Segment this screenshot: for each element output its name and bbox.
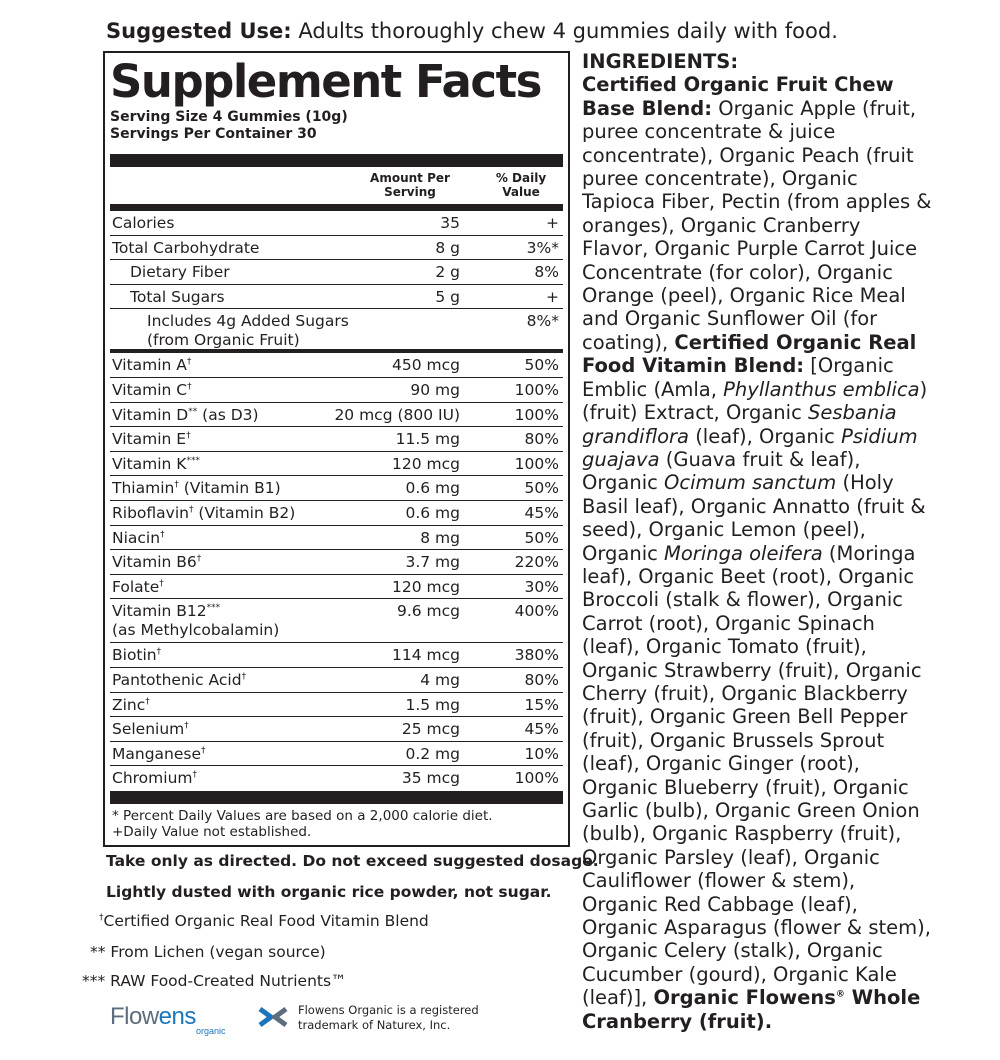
panel-title: Supplement Facts — [110, 55, 541, 108]
nutrient-row — [110, 575, 563, 600]
nutrient-name — [112, 696, 150, 715]
nutrient-name-text: Biotin — [112, 646, 157, 665]
footnote-mark: † — [186, 431, 191, 441]
nutrient-daily-value: 50% — [524, 479, 559, 498]
nutrient-daily-value: 45% — [524, 503, 559, 522]
warning-dosage: Take only as directed. Do not exceed suggested dosage. — [106, 852, 599, 870]
nutrient-name — [112, 430, 191, 449]
nutrient-row — [110, 353, 563, 378]
nutrient-row — [110, 260, 563, 285]
footnote-mark: † — [156, 647, 162, 658]
nutrient-amount: 9.6 mcg — [396, 602, 460, 621]
nutrient-name — [112, 381, 192, 400]
logo-word-b: ens — [158, 1003, 196, 1030]
nutrient-name-text: Total Carbohydrate — [112, 238, 260, 257]
nutrient-row — [110, 717, 563, 742]
suggested-use-label: Suggested Use: — [106, 19, 292, 43]
nutrient-row — [110, 378, 563, 403]
flowens-logo — [110, 1003, 290, 1037]
nutrient-daily-value: 15% — [524, 695, 559, 714]
nutrient-amount: 4 mg — [420, 670, 460, 689]
servings-per-container: Servings Per Container 30 — [110, 126, 317, 142]
nutrient-amount: 0.6 mg — [405, 503, 460, 522]
divider-bar — [110, 154, 563, 167]
nutrient-name — [130, 263, 230, 282]
nutrient-daily-value: 100% — [514, 405, 559, 424]
nutrient-amount: 35 — [440, 214, 460, 232]
divider-bar-bottom — [110, 791, 563, 804]
nutrient-name — [112, 745, 206, 764]
nutrient-daily-value: 10% — [524, 744, 559, 763]
nutrient-row — [110, 452, 563, 477]
nutrient-daily-value: 50% — [524, 528, 559, 547]
logo-subtitle: organic — [196, 1026, 226, 1036]
nutrient-amount: 450 mcg — [392, 356, 460, 375]
nutrient-name-suffix: (as D3) — [197, 405, 259, 424]
nutrient-name — [112, 504, 295, 523]
nutrient-name-text: Thiamin — [112, 479, 175, 498]
nutrient-row — [110, 427, 563, 452]
nutrient-amount: 20 mcg (800 IU) — [334, 405, 460, 424]
nutrient-name — [112, 356, 191, 375]
nutrient-row — [110, 742, 563, 767]
footnote-mark: † — [192, 770, 197, 781]
nutrient-name-text: Folate — [112, 577, 160, 596]
nutrient-name-suffix: (Vitamin B1) — [178, 479, 281, 498]
nutrient-daily-value: 8%* — [526, 312, 559, 331]
nutrient-name — [147, 312, 349, 350]
nutrient-name-text: Calories — [112, 214, 175, 232]
nutrient-name — [112, 646, 161, 665]
logo-word-a: Flow — [110, 1003, 159, 1030]
supplement-facts-panel — [103, 51, 570, 847]
nutrient-name — [112, 671, 246, 690]
nutrient-name-text: Includes 4g Added Sugars — [147, 312, 349, 331]
blend1-name: Certified Organic Fruit Chew Base Blend: — [582, 73, 894, 120]
nutrient-name — [112, 578, 164, 597]
nutrient-name — [112, 455, 200, 474]
nutrient-name-text: Vitamin B12 — [112, 602, 207, 621]
nutrient-amount: 3.7 mg — [405, 553, 460, 572]
nutrient-name-text: Manganese — [112, 744, 202, 763]
nutrient-row — [110, 550, 563, 575]
nutrient-daily-value: 220% — [514, 553, 559, 572]
nutrient-name-text: Total Sugars — [130, 287, 225, 306]
blend2-text-d: (Guava fruit & leaf), Organic — [582, 447, 861, 495]
nutrient-row — [110, 236, 563, 261]
nutrient-amount: 114 mcg — [392, 646, 460, 665]
legend-double: ** From Lichen (vegan source) — [90, 943, 326, 961]
serving-size: Serving Size 4 Gummies (10g) — [110, 109, 348, 125]
nutrient-name-line2: (as Methylcobalamin) — [112, 621, 280, 640]
nutrient-name-text: Pantothenic Acid — [112, 670, 242, 689]
footnote-mark: † — [174, 480, 179, 491]
footnote-mark: † — [196, 553, 202, 564]
nutrient-name — [112, 214, 174, 233]
blend2-name: Certified Organic Real Food Vitamin Blend: — [582, 330, 917, 378]
nutrient-amount: 120 mcg — [392, 454, 460, 473]
ingredients-text — [582, 50, 932, 1033]
nutrient-daily-value: 400% — [514, 602, 559, 621]
nutrient-row — [110, 285, 563, 310]
suggested-use — [106, 16, 986, 46]
nutrient-amount: 25 mcg — [401, 720, 460, 739]
nutrient-amount: 0.6 mg — [405, 479, 460, 498]
nutrient-amount: 35 mcg — [401, 769, 460, 788]
blend3-tail: Whole Cranberry (fruit). — [582, 986, 921, 1033]
nutrient-row — [110, 526, 563, 551]
nutrient-daily-value: + — [546, 214, 559, 232]
nutrient-daily-value: 30% — [524, 577, 559, 596]
nutrient-amount: 8 mg — [420, 528, 460, 547]
blend2-latin-c: Psidium guajava — [582, 424, 918, 471]
trademark-line-1: Flowens Organic is a registered — [298, 1003, 479, 1017]
nutrient-amount: 1.5 mg — [405, 695, 460, 714]
footnote-mark: † — [145, 696, 150, 707]
blend2-text-f: (Moringa leaf), Organic Beet (root), Organic Broccoli (stalk & flower), Organic Carrot (root), Organic Spinach (leaf), Organic Tomato (fruit), Organic Strawberry (fruit), Organic Cherry (fruit), Organic Blackberry (fruit), Organic Green Bell Pepper (fruit), Organic Brussels Sprout (leaf), Organic Ginger (root), Organic Blueberry (fruit), Organic Garlic (bulb), Organic Green Onion (bulb), Organic Raspberry (fruit), Organic Parsley (leaf), Organic Cauliflower (flower & stem), Organic Red Cabbage (leaf), Organic Asparagus (flower & stem), Organic Celery (stalk), Organic Cucumber (gourd), Organic Kale (leaf)], — [582, 541, 931, 1010]
nutrient-name-text: Riboflavin — [112, 503, 189, 522]
blend2-text-a: [Organic Emblic (Amla, — [582, 354, 894, 401]
nutrient-name-text: Vitamin E — [112, 430, 187, 449]
dagger-mark: † — [99, 912, 104, 923]
nutrient-row — [110, 211, 563, 236]
nutrient-daily-value: 80% — [524, 430, 559, 449]
nutrient-name-text: Niacin — [112, 528, 161, 547]
nutrient-daily-value: 8% — [534, 263, 559, 282]
nutrient-row — [110, 403, 563, 428]
suggested-use-text: Adults thoroughly chew 4 gummies daily with food. — [291, 19, 838, 43]
legend-dagger-text: Certified Organic Real Food Vitamin Blend — [103, 912, 429, 930]
nutrient-name — [112, 406, 259, 425]
footnote-mark: † — [159, 578, 164, 589]
nutrient-amount: 2 g — [435, 263, 460, 282]
nutrient-row — [110, 668, 563, 693]
blend2-latin-d: Ocimum sanctum — [664, 471, 837, 495]
footnote-mark: *** — [186, 455, 200, 466]
nutrient-amount: 11.5 mg — [395, 430, 460, 449]
nutrient-amount: 90 mg — [410, 380, 460, 399]
nutrient-row — [110, 643, 563, 668]
footnote-mark: ** — [188, 406, 198, 417]
nutrient-name — [112, 553, 201, 572]
footnote-mark: *** — [206, 603, 221, 614]
nutrient-name — [112, 479, 281, 498]
blend2-text-b: ) (fruit) Extract, Organic — [582, 377, 928, 425]
nutrient-row — [110, 693, 563, 718]
logo-wordmark — [110, 1003, 196, 1031]
nutrient-name-text: Vitamin A — [112, 356, 187, 375]
col-amount-header: Amount Per Serving — [370, 171, 450, 199]
nutrient-row — [110, 501, 563, 526]
nutrient-daily-value: 100% — [514, 454, 559, 473]
blend1-text: Organic Apple (fruit, puree concentrate & juice concentrate), Organic Peach (fruit puree concentrate), Organic Tapioca Fiber, Pectin (from apples & oranges), Organic Cranberry Flavor, Organic Purple Carrot Juice Concentrate (for color), Organic Orange (peel), Organic Rice Meal and Organic Sunflower Oil (for coating), — [582, 96, 932, 354]
blend2-text-c: (leaf), Organic — [689, 424, 842, 448]
blend2-latin-e: Moringa oleifera — [664, 541, 823, 565]
footnote-mark: † — [186, 357, 192, 368]
warning-dusted: Lightly dusted with organic rice powder, not sugar. — [106, 883, 552, 901]
nutrient-name — [112, 529, 165, 548]
nutrient-name — [112, 769, 197, 788]
nutrient-table — [110, 211, 563, 791]
nutrient-daily-value: 45% — [524, 720, 559, 739]
nutrient-name — [112, 239, 259, 258]
ingredients-heading: INGREDIENTS: — [582, 50, 739, 73]
footnote-na: +Daily Value not established. — [112, 823, 312, 840]
blend2-latin-a: Phyllanthus emblica — [723, 377, 920, 401]
nutrient-daily-value: 50% — [524, 356, 559, 375]
nutrient-name — [112, 720, 189, 739]
nutrient-row — [110, 309, 563, 353]
nutrient-row — [110, 766, 563, 791]
nutrient-name-text: Chromium — [112, 769, 193, 788]
nutrient-daily-value: 80% — [524, 670, 559, 689]
registered-mark: ® — [835, 989, 845, 1000]
blend2-text-e: (Holy Basil leaf), Organic Annatto (fruit & seed), Organic Lemon (peel), Organic — [582, 471, 926, 565]
nutrient-name-text: Vitamin B6 — [112, 553, 197, 572]
footnote-mark: † — [241, 671, 247, 682]
nutrient-name — [130, 288, 225, 307]
nutrient-name-text: Vitamin D — [112, 405, 189, 424]
nutrient-row — [110, 476, 563, 501]
nutrient-name — [112, 602, 279, 640]
footnote-mark: † — [160, 529, 165, 540]
nutrient-name-suffix: (Vitamin B2) — [193, 503, 296, 522]
nutrient-daily-value: + — [546, 287, 559, 306]
blend3-name-text: Organic Flowens — [653, 986, 836, 1010]
legend-triple: *** RAW Food-Created Nutrients™ — [82, 972, 347, 990]
nutrient-name-text: Selenium — [112, 720, 185, 739]
footnote-mark: † — [187, 381, 192, 392]
flowens-x-icon — [258, 1006, 288, 1028]
nutrient-daily-value: 380% — [514, 646, 559, 665]
legend-dagger — [99, 912, 429, 930]
footnote-mark: † — [188, 504, 194, 515]
nutrient-name-text: Zinc — [112, 695, 146, 714]
trademark-note — [298, 1003, 479, 1033]
nutrient-daily-value: 100% — [514, 380, 559, 399]
nutrient-amount: 5 g — [435, 287, 460, 306]
footnote-mark: † — [201, 745, 206, 756]
nutrient-daily-value: 3%* — [526, 238, 559, 257]
trademark-line-2: trademark of Naturex, Inc. — [298, 1018, 451, 1032]
blend2-latin-b: Sesbania grandiflora — [582, 401, 897, 448]
nutrient-amount: 0.2 mg — [405, 744, 460, 763]
nutrient-amount: 120 mcg — [392, 577, 460, 596]
footnote-mark: † — [184, 720, 189, 731]
nutrient-name-line2: (from Organic Fruit) — [147, 331, 300, 350]
nutrient-name-text: Vitamin K — [112, 454, 187, 473]
col-dv-header: % Daily Value — [495, 171, 547, 199]
footnote-dv: * Percent Daily Values are based on a 2,000 calorie diet. — [112, 807, 493, 824]
column-header — [110, 167, 563, 211]
nutrient-row — [110, 599, 563, 643]
nutrient-name-text: Dietary Fiber — [130, 263, 230, 282]
nutrient-name-text: Vitamin C — [112, 380, 188, 399]
nutrient-daily-value: 100% — [514, 769, 559, 788]
nutrient-amount: 8 g — [435, 238, 460, 257]
